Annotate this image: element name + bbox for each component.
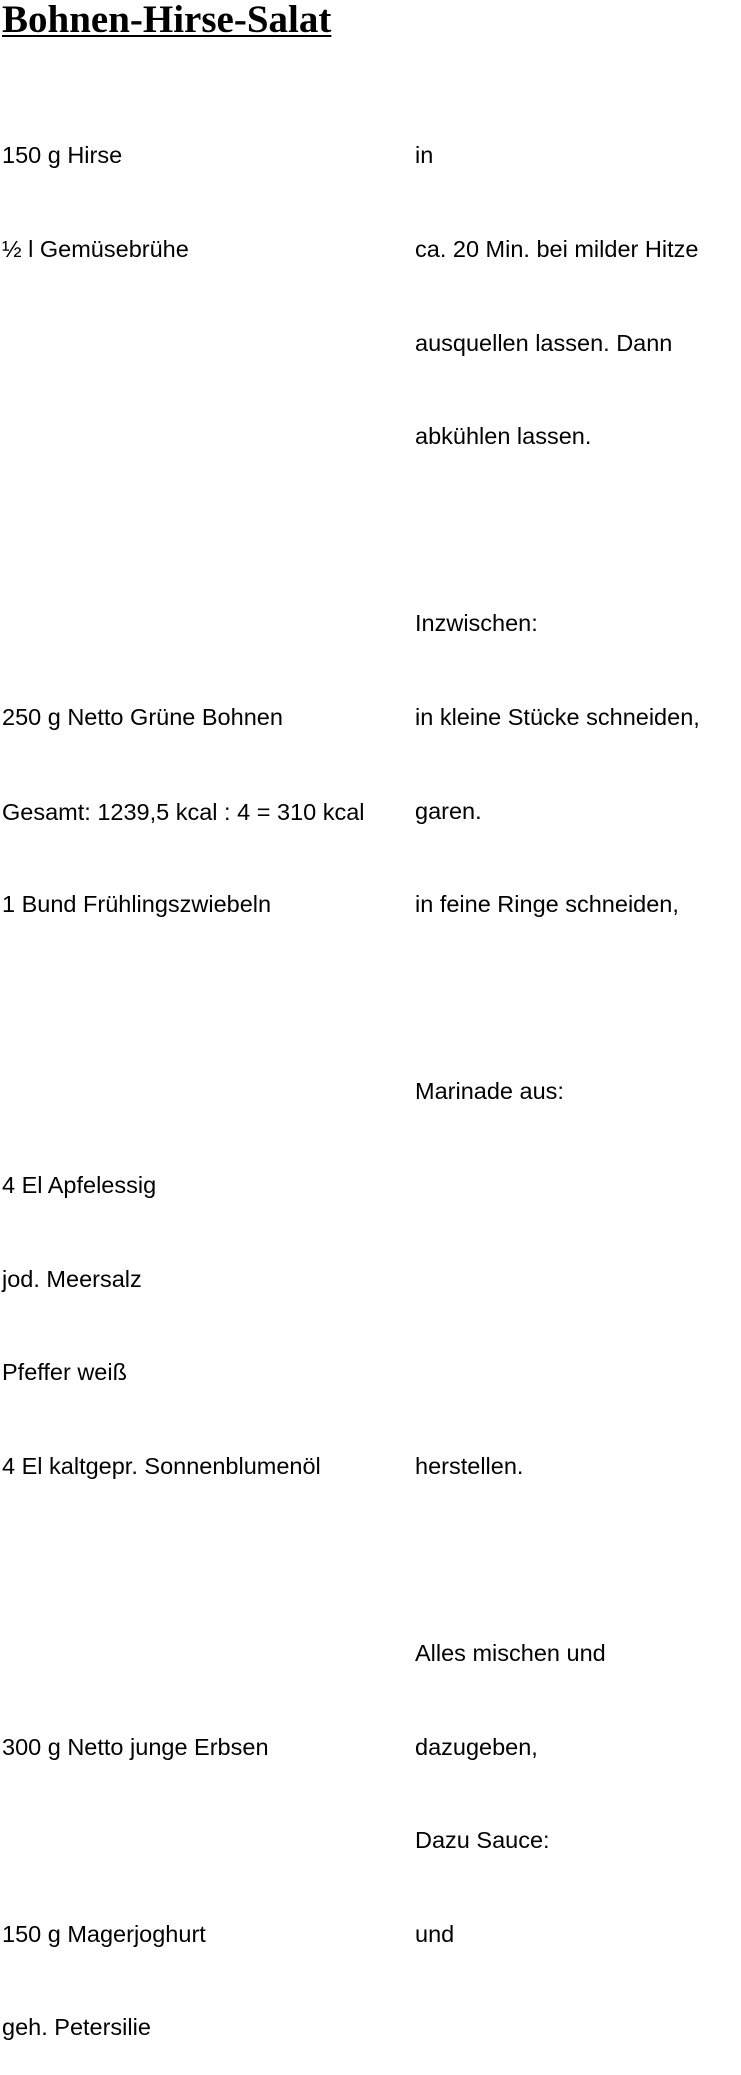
instruction-line [415, 1264, 700, 1295]
ingredient-line [2, 1638, 321, 1669]
ingredient-line: 4 El kaltgepr. Sonnenblumenöl [2, 1452, 321, 1479]
ingredient-line: jod. Meersalz [2, 1265, 142, 1292]
instruction-line: Marinade aus: [415, 1078, 564, 1105]
instruction-line: Alles mischen und [415, 1639, 606, 1666]
ingredient-line: 300 g Netto junge Erbsen [2, 1733, 269, 1760]
ingredient-line: 150 g Magerjoghurt [2, 1920, 206, 1947]
ingredient-line [2, 421, 321, 452]
instruction-line [415, 2012, 700, 2043]
ingredient-line: 4 El Apfelessig [2, 1171, 157, 1198]
instruction-line: in kleine Stücke schneiden, [415, 703, 700, 730]
instruction-line: und [415, 1920, 455, 1947]
instruction-line [415, 1170, 700, 1201]
ingredient-line [2, 983, 321, 1014]
instruction-line: ca. 20 Min. bei milder Hitze [415, 236, 699, 262]
ingredient-line [2, 1544, 321, 1575]
instructions-column [415, 78, 700, 2075]
instruction-line [415, 515, 700, 546]
instruction-line: in [415, 142, 434, 169]
instruction-line [415, 1357, 700, 1388]
instruction-line: Dazu Sauce: [415, 1827, 550, 1854]
ingredient-line [2, 1076, 321, 1107]
ingredient-line [2, 608, 321, 639]
instruction-line [415, 1544, 700, 1575]
calorie-total: Gesamt: 1239,5 kcal : 4 = 310 kcal [2, 799, 365, 825]
ingredient-line: geh. Petersilie [2, 2014, 151, 2041]
instruction-line: dazugeben, [415, 1733, 538, 1760]
ingredient-line: Pfeffer weiß [2, 1359, 127, 1386]
recipe-title: Bohnen-Hirse-Salat [2, 0, 332, 41]
ingredient-line [2, 328, 321, 359]
instruction-line: Inzwischen: [415, 610, 538, 637]
instruction-line: ausquellen lassen. Dann [415, 329, 673, 356]
ingredient-line [2, 515, 321, 546]
instruction-line [415, 983, 700, 1014]
instruction-line: herstellen. [415, 1452, 524, 1479]
ingredient-line: ½ l Gemüsebrühe [2, 236, 189, 262]
ingredient-line [2, 1825, 321, 1856]
ingredient-line: 250 g Netto Grüne Bohnen [2, 703, 283, 730]
ingredient-line: 1 Bund Frühlingszwiebeln [2, 891, 272, 918]
instruction-line: garen. [415, 797, 482, 824]
ingredient-line: 150 g Hirse [2, 142, 123, 169]
instruction-line: abkühlen lassen. [415, 423, 592, 450]
instruction-line: in feine Ringe schneiden, [415, 891, 679, 918]
ingredients-column [2, 78, 321, 2075]
